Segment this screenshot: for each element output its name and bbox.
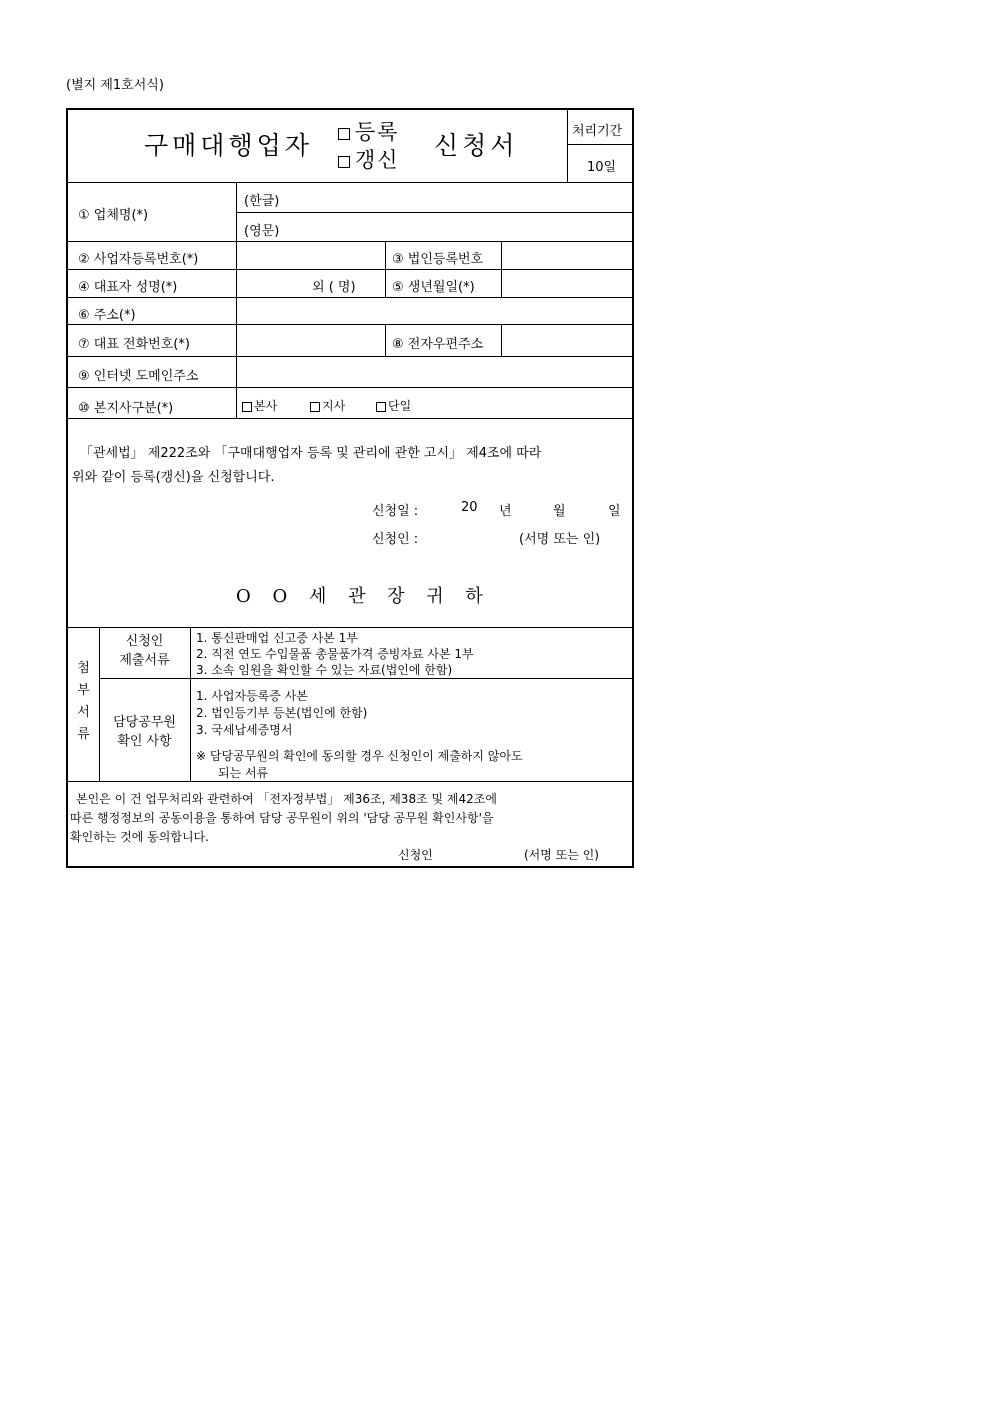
attachments-section-label: 첨 부 서 류 xyxy=(77,661,90,742)
checkbox-branch[interactable] xyxy=(310,402,320,412)
checkbox-head-office[interactable] xyxy=(242,402,252,412)
applicant-docs-label: 신청인 제출서류 xyxy=(119,634,170,668)
application-form xyxy=(66,108,634,868)
official-doc-3: 3. 국세납세증명서 xyxy=(196,723,293,737)
applicant-doc-3: 3. 소속 임원을 확인할 수 있는 자료(법인에 한함) xyxy=(196,663,453,677)
apply-date-year-unit: 년 xyxy=(499,504,512,519)
checkbox-register[interactable] xyxy=(338,128,350,140)
form-title-suffix: 신청서 xyxy=(434,131,519,160)
apply-date-year: 20 xyxy=(461,500,478,515)
official-note: ※ 담당공무원의 확인에 동의할 경우 신청인이 제출하지 않아도 xyxy=(196,749,523,763)
option-register[interactable]: 등록 xyxy=(338,116,400,146)
branch-type-label: ⑩ 본지사구분(*) xyxy=(78,401,174,416)
processing-period-value: 10일 xyxy=(587,160,617,175)
consent-applicant-label: 신청인 xyxy=(398,848,433,862)
consent-line-1: 본인은 이 건 업무처리와 관련하여 「전자정부법」 제36조, 제38조 및 제42조에 xyxy=(76,792,497,806)
corp-reg-no-label: ③ 법인등록번호 xyxy=(392,252,484,267)
declaration-line-1: 「관세법」 제222조와 「구매대행업자 등록 및 관리에 관한 고시」 제4조에 따라 xyxy=(80,446,542,461)
rep-others: 외 ( 명) xyxy=(312,280,356,295)
official-note-2: 되는 서류 xyxy=(218,766,269,780)
company-english-label: (영문) xyxy=(244,224,280,239)
addressee: O O 세 관 장 귀 하 xyxy=(236,586,491,607)
domain-label: ⑨ 인터넷 도메인주소 xyxy=(78,369,199,384)
business-reg-no-label: ② 사업자등록번호(*) xyxy=(78,252,199,267)
rep-name-label: ④ 대표자 성명(*) xyxy=(78,280,178,295)
company-name-label: ① 업체명(*) xyxy=(78,208,149,223)
official-doc-2: 2. 법인등기부 등본(법인에 한함) xyxy=(196,706,368,720)
checkbox-renew[interactable] xyxy=(338,156,350,168)
apply-date-month-unit: 월 xyxy=(553,504,566,519)
company-korean-label: (한글) xyxy=(244,194,280,209)
branch-option-branch[interactable]: 지사 xyxy=(310,397,345,414)
consent-line-3: 확인하는 것에 동의합니다. xyxy=(70,830,209,844)
official-doc-1: 1. 사업자등록증 사본 xyxy=(196,689,308,703)
apply-date-label: 신청일 : xyxy=(372,504,419,519)
rep-phone-label: ⑦ 대표 전화번호(*) xyxy=(78,337,190,352)
official-docs-label: 담당공무원 확인 사항 xyxy=(113,715,176,749)
branch-option-single[interactable]: 단일 xyxy=(376,397,411,414)
option-renew[interactable]: 갱신 xyxy=(338,144,400,174)
applicant-label: 신청인 : xyxy=(372,532,419,547)
applicant-doc-1: 1. 통신판매업 신고증 사본 1부 xyxy=(196,631,358,645)
declaration-line-2: 위와 같이 등록(갱신)을 신청합니다. xyxy=(72,470,275,485)
processing-period-label: 처리기간 xyxy=(572,124,623,139)
address-label: ⑥ 주소(*) xyxy=(78,308,136,323)
apply-date-day-unit: 일 xyxy=(608,504,621,519)
consent-line-2: 따른 행정정보의 공동이용을 통하여 담당 공무원이 위의 '담당 공무원 확인사항'을 xyxy=(70,811,494,825)
form-number-label: (별지 제1호서식) xyxy=(66,78,164,93)
branch-option-head[interactable]: 본사 xyxy=(242,397,277,414)
applicant-signature-note: (서명 또는 인) xyxy=(519,532,601,547)
birth-date-label: ⑤ 생년월일(*) xyxy=(392,280,475,295)
form-title: 구매대행업자 xyxy=(144,131,313,160)
consent-signature-note: (서명 또는 인) xyxy=(524,848,599,862)
checkbox-single[interactable] xyxy=(376,402,386,412)
applicant-doc-2: 2. 직전 연도 수입물품 총물품가격 증빙자료 사본 1부 xyxy=(196,647,474,661)
email-label: ⑧ 전자우편주소 xyxy=(392,337,484,352)
